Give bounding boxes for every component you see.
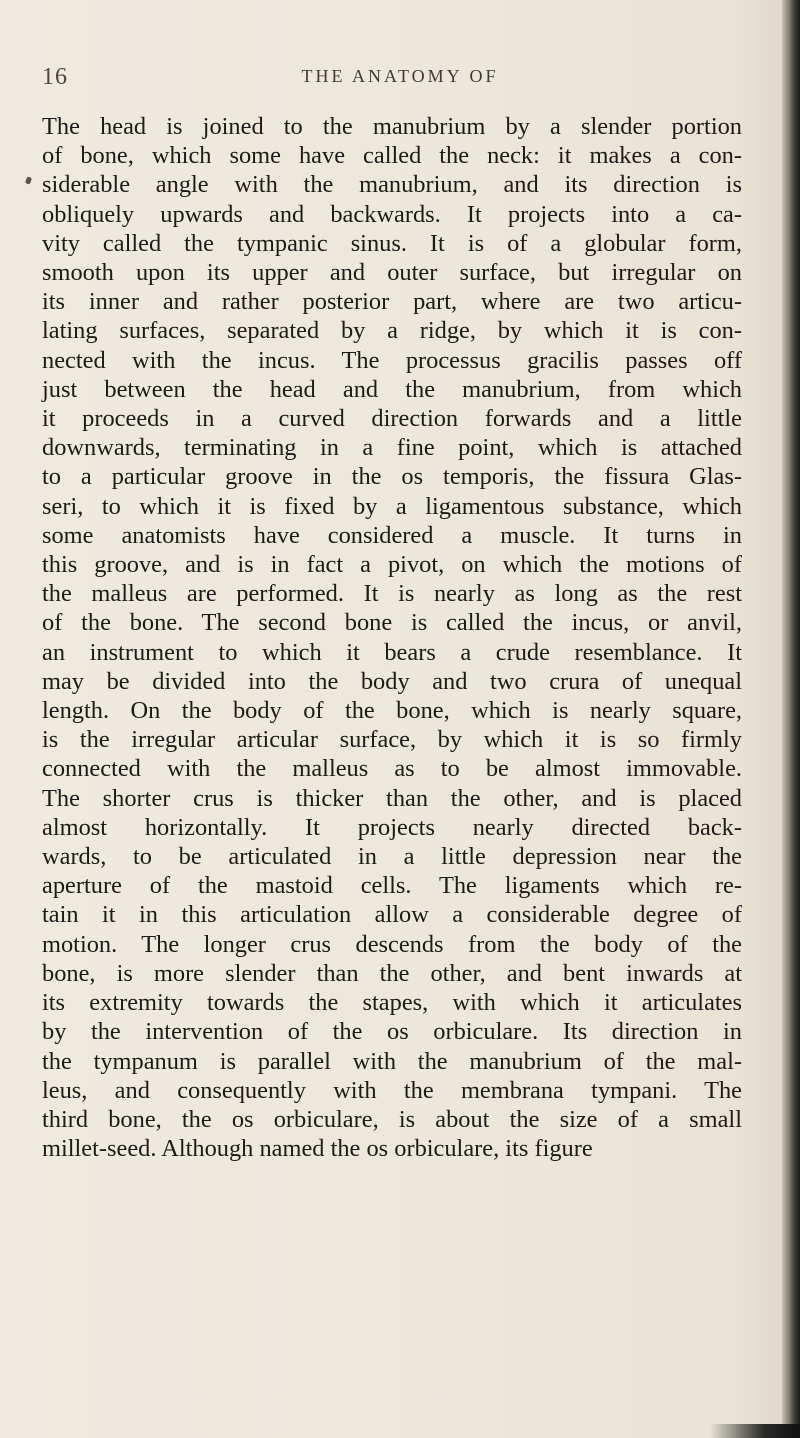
text-line: tain it in this articulation allow a considerable degree of xyxy=(42,901,742,929)
text-line: by the intervention of the os orbiculare. Its direction in xyxy=(42,1018,742,1046)
text-line: motion. The longer crus descends from the body of the xyxy=(42,930,742,958)
text-line: obliquely upwards and backwards. It projects into a ca- xyxy=(42,200,742,228)
text-line: downwards, terminating in a fine point, which is attached xyxy=(42,434,742,462)
text-line: smooth upon its upper and outer surface, but irregular on xyxy=(42,259,742,287)
text-line: the malleus are performed. It is nearly as long as the rest xyxy=(42,580,742,608)
text-line: to a particular groove in the os temporis, the fissura Glas- xyxy=(42,463,742,491)
page-number: 16 xyxy=(42,64,68,90)
text-line: connected with the malleus as to be almost immovable. xyxy=(42,755,742,783)
running-head: THE ANATOMY OF xyxy=(301,66,499,86)
text-line: The shorter crus is thicker than the other, and is placed xyxy=(42,784,742,812)
text-line: of the bone. The second bone is called the incus, or anvil, xyxy=(42,609,742,637)
text-line: siderable angle with the manubrium, and its direction is xyxy=(42,171,742,199)
text-line: The head is joined to the manubrium by a slender portion xyxy=(42,113,742,140)
text-line: this groove, and is in fact a pivot, on which the motions of xyxy=(42,551,742,579)
text-line: aperture of the mastoid cells. The ligaments which re- xyxy=(42,872,742,900)
page-corner-shadow xyxy=(710,1424,800,1438)
book-spine-shadow xyxy=(782,0,800,1438)
text-line: an instrument to which it bears a crude resemblance. It xyxy=(42,638,742,666)
text-line: nected with the incus. The processus gracilis passes off xyxy=(42,346,742,374)
text-line: bone, is more slender than the other, and bent inwards at xyxy=(42,959,742,987)
text-line: seri, to which it is fixed by a ligamentous substance, which xyxy=(42,492,742,520)
text-line: some anatomists have considered a muscle. It turns in xyxy=(42,521,742,549)
body-paragraph xyxy=(42,112,742,1163)
text-line: millet-seed. Although named the os orbiculare, its figure xyxy=(42,1135,593,1163)
text-line: of bone, which some have called the neck: it makes a con- xyxy=(42,142,742,170)
text-line: it proceeds in a curved direction forwards and a little xyxy=(42,405,742,433)
text-line: almost horizontally. It projects nearly directed back- xyxy=(42,813,742,841)
text-line: vity called the tympanic sinus. It is of a globular form, xyxy=(42,229,742,257)
text-line: the tympanum is parallel with the manubrium of the mal- xyxy=(42,1047,742,1075)
text-line: its extremity towards the stapes, with which it articulates xyxy=(42,989,742,1017)
text-line: wards, to be articulated in a little depression near the xyxy=(42,843,742,871)
text-line: is the irregular articular surface, by which it is so firmly xyxy=(42,726,742,754)
text-line: its inner and rather posterior part, where are two articu- xyxy=(42,288,742,316)
text-line: leus, and consequently with the membrana tympani. The xyxy=(42,1076,742,1104)
text-line: may be divided into the body and two crura of unequal xyxy=(42,667,742,695)
text-line: lating surfaces, separated by a ridge, by which it is con- xyxy=(42,317,742,345)
text-line: length. On the body of the bone, which is nearly square, xyxy=(42,697,742,725)
text-line: third bone, the os orbiculare, is about the size of a small xyxy=(42,1105,742,1133)
text-line: just between the head and the manubrium, from which xyxy=(42,375,742,403)
stray-ink-mark xyxy=(25,176,32,184)
